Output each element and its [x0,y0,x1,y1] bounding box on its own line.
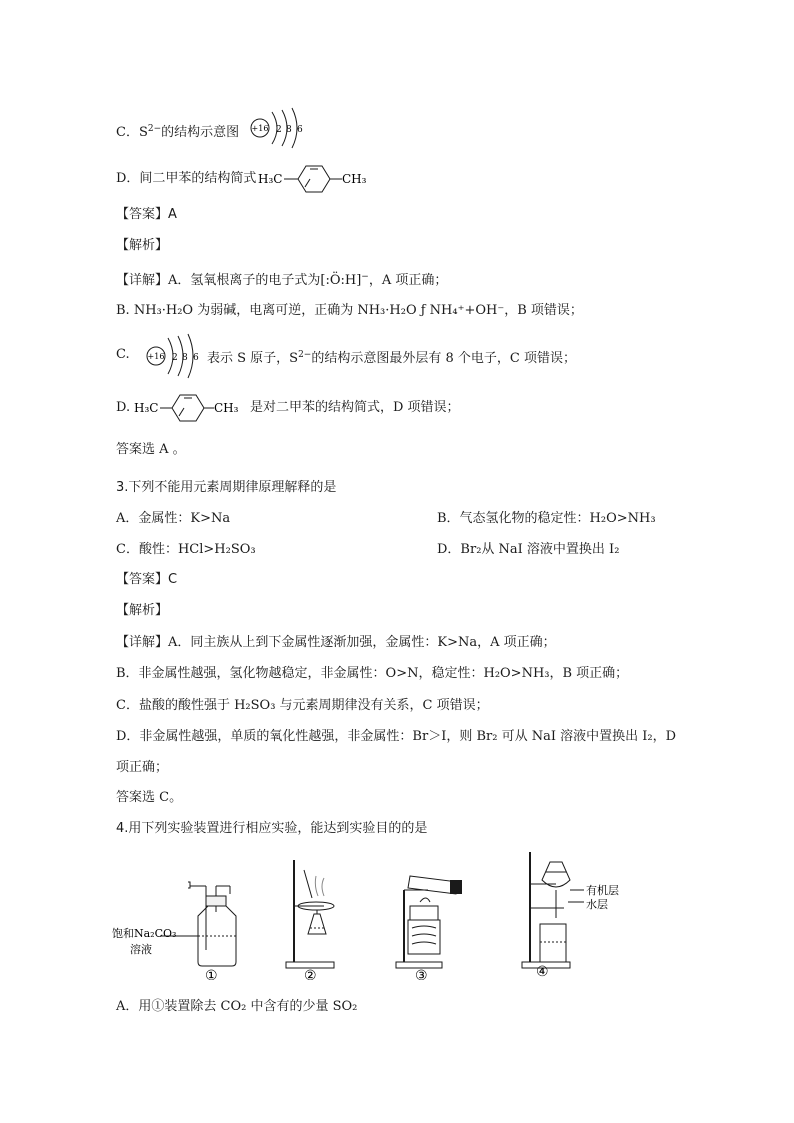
q2-detail-c-prefix: C. [116,347,130,362]
apparatus-figure [110,850,650,980]
hydroxide-formula-sup: − [361,272,369,282]
q2-detail-d-prefix: D. [116,400,131,415]
q3-stem: 3.下列不能用元素周期律原理解释的是 [116,480,337,495]
apparatus-4-separating-funnel [522,852,619,980]
q3-answer [116,571,177,589]
organic-layer-label: 有机层 [586,884,619,897]
q3-option-d: D．Br₂从 NaI 溶液中置换出 I₂ [437,542,620,557]
apparatus-4-number: ④ [536,964,549,980]
q2-detail-b: B. NH₃·H₂O 为弱碱，电离可逆，正确为 NH₃·H₂O ƒ NH₄⁺+OH⁻，B 项错误； [116,303,583,318]
q2-option-c-sup: 2− [147,124,162,134]
q2-detail-c-suffix-b: 的结构示意图最外层有 8 个电子，C 项错误； [311,351,576,366]
hydroxide-formula: [:Ö:H] [320,273,362,288]
q2-option-d [116,170,256,188]
q2-detail-d-suffix: 是对二甲苯的结构简式，D 项错误； [250,400,460,415]
q4-stem: 4.用下列实验装置进行相应实验，能达到实验目的的是 [116,821,428,836]
q3-option-c: C．酸性：HCl>H₂SO₃ [116,542,256,557]
q2-option-d-text: D．间二甲苯的结构简式 [116,171,257,186]
q3-conclusion: 答案选 C。 [116,790,183,805]
sulfide-shell-3: 6 [297,125,303,135]
q3-detail-1: 【详解】A．同主族从上到下金属性逐渐加强，金属性：K>Na，A 项正确； [116,635,556,650]
q3-option-b: B．气态氢化物的稳定性：H₂O>NH₃ [437,511,656,526]
sulfur-atom-diagram [142,330,206,380]
apparatus-1-wash-bottle [112,882,236,980]
q2-answer-label: 【答案】 [116,207,169,222]
q3-detail-2: B．非金属性越强，氢化物越稳定，非金属性：O>N，稳定性：H₂O>NH₃，B 项正确； [116,666,629,681]
sulfur-atom-nucleus: +16 [147,352,165,361]
xylene-structure [258,160,370,200]
apparatus-2-number: ② [304,968,317,980]
apparatus-1-number: ① [205,968,218,980]
sulfide-structure-diagram [246,104,310,150]
q3-analysis-label: 【解析】 [116,603,169,618]
q2-detail-a [116,268,447,290]
sulfide-nucleus: +16 [251,124,269,133]
q4-option-a: A．用①装置除去 CO₂ 中含有的少量 SO₂ [116,999,358,1014]
q2-detail-c-sup: 2− [298,350,312,360]
sulfur-atom-shell-2: 8 [182,353,188,363]
q3-detail-3: C．盐酸的酸性强于 H₂SO₃ 与元素周期律没有关系，C 项错误； [116,698,489,713]
apparatus-3-number: ③ [415,968,428,980]
q2-answer-value: A [168,207,177,222]
water-layer-label: 水层 [586,898,608,911]
q2-conclusion: 答案选 A 。 [116,442,186,457]
q2-detail-a-suffix: ，A 项正确； [368,273,448,288]
sulfur-atom-shell-1: 2 [172,353,178,363]
apparatus-1-label-a: 饱和Na₂CO₃ [112,927,177,940]
sulfide-shell-1: 2 [276,125,282,135]
para-xylene-right-group: CH₃ [214,401,239,415]
q3-answer-value: C [168,572,178,587]
sulfide-shell-2: 8 [286,125,292,135]
q2-detail-a-prefix: 【详解】A．氢氧根离子的电子式为 [116,273,321,288]
q2-option-c [116,120,239,142]
xylene-left-group: H₃C [258,172,283,186]
para-xylene-left-group: H₃C [134,401,159,415]
q2-detail-c-suffix-a: 表示 S 原子，S [207,351,299,366]
q2-analysis-label: 【解析】 [116,238,169,253]
xylene-right-group: CH₃ [342,172,367,186]
q2-answer [116,206,177,224]
q2-option-c-suffix: 的结构示意图 [161,125,240,140]
q2-option-c-prefix: C．S [116,125,148,140]
q3-detail-4: D．非金属性越强，单质的氧化性越强，非金属性：Br＞I，则 Br₂ 可从 NaI 溶液中置换出 I₂，D [116,729,676,744]
apparatus-3-heating-tube [396,876,462,980]
q3-detail-5: 项正确； [116,760,169,775]
q3-option-a: A．金属性：K>Na [116,511,231,526]
para-xylene-structure [134,390,246,428]
apparatus-1-label-b: 溶液 [130,943,152,956]
q3-answer-label: 【答案】 [116,572,169,587]
apparatus-2-evaporation [286,860,334,980]
q2-detail-c [207,346,576,368]
sulfur-atom-shell-3: 6 [193,353,199,363]
